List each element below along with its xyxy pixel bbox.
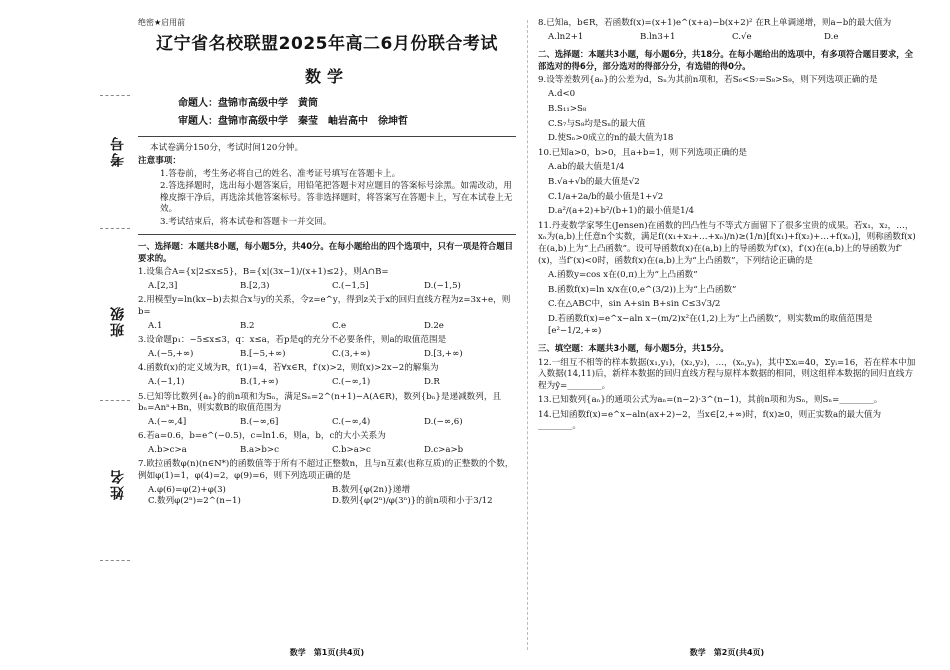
- question-10: [538, 148, 916, 218]
- question-3: [138, 335, 516, 360]
- option-a: A.b>c>a: [148, 444, 187, 455]
- option-b: B.2: [240, 320, 255, 331]
- option-c: C.1/a+2a/b的最小值是1+√2: [548, 191, 664, 202]
- question-5: [138, 392, 516, 429]
- option-d: D.(−∞,6): [424, 416, 463, 427]
- left-page: [138, 18, 516, 511]
- option-b: B.S₁₁>S₈: [548, 104, 587, 115]
- question-7: [138, 459, 516, 507]
- option-c: C.(−1,5]: [332, 280, 369, 291]
- exam-intro: 本试卷满分150分，考试时间120分钟。: [150, 143, 304, 154]
- option-c: C.(3,+∞): [332, 348, 371, 359]
- option-d: D.a²/(a+2)+b²/(b+1)的最小值是1/4: [548, 206, 694, 217]
- question-6: [138, 431, 516, 456]
- option-b: B.ln3+1: [640, 31, 676, 42]
- options-row: [138, 321, 516, 333]
- option-d: D.若函数f(x)=e^x−aln x−(m/2)x²在(1,2)上为“上凸函数”，则实数m的取值范围是[e²−1/2,+∞): [548, 313, 873, 336]
- option-d: D.e: [824, 31, 839, 42]
- question-1: [138, 267, 516, 292]
- option-c: C.√e: [732, 31, 752, 42]
- option-c: C.(−∞,1): [332, 376, 371, 387]
- binding-divider: [100, 228, 130, 229]
- proposer-line: 命题人：盘锦市高级中学 黄筒: [178, 98, 318, 110]
- option-c: C.S₇与S₈均是Sₙ的最大值: [548, 118, 646, 129]
- question-8: [538, 18, 916, 43]
- option-c: C.b>a>c: [332, 444, 371, 455]
- option-d: D.使Sₙ>0成立的n的最大值为18: [548, 133, 674, 144]
- section-1-heading: 一、选择题：本题共8小题，每小题5分，共40分。在每小题给出的四个选项中，只有一项是符合题目要求的。: [138, 241, 514, 263]
- question-2: [138, 295, 516, 332]
- options-row: [138, 349, 516, 361]
- notice-rule: [138, 234, 516, 235]
- options-row: [538, 32, 916, 44]
- question-stem: 5.已知等比数列{aₙ}的前n项和为Sₙ，满足Sₙ=2^(n+1)−A(A∈R)，数列{bₙ}是递减数列，且bₙ=Anⁿ+Bn，则实数B的取值范围为: [138, 391, 502, 414]
- option-d: D.2e: [424, 320, 444, 331]
- option-a: A.ln2+1: [548, 31, 584, 42]
- options-row: [138, 445, 516, 457]
- question-9: [538, 75, 916, 145]
- option-c: C.(−∞,4): [332, 416, 371, 427]
- option-c: C.e: [332, 320, 347, 331]
- class-label: 班级: [110, 305, 126, 337]
- notice-item: 3.考试结束后，将本试卷和答题卡一并交回。: [160, 216, 332, 227]
- option-a: A.(−1,1): [148, 376, 185, 387]
- question-stem: 10.已知a>0，b>0，且a+b=1，则下列选项正确的是: [538, 147, 748, 158]
- options-row: [138, 377, 516, 389]
- notice-item: 2.答选择题时，选出每小题答案后，用铅笔把答题卡对应题目的答案标号涂黑。如需改动，用橡皮擦干净后，再选涂其他答案标号。答非选择题时，将答案写在答题卡上，写在本试卷上无效。: [160, 181, 513, 215]
- question-4: [138, 363, 516, 388]
- option-a: A.(−∞,4]: [148, 416, 187, 427]
- question-stem: 9.设等差数列{aₙ}的公差为d，Sₙ为其前n项和，若S₆<S₇=S₈>S₉，则下列选项正确的是: [538, 74, 878, 85]
- question-stem: 6.若a=0.6，b=e^(−0.5)，c=ln1.6，则a，b，c的大小关系为: [138, 431, 386, 442]
- options-row: [138, 281, 516, 293]
- option-d: D.c>a>b: [424, 444, 464, 455]
- notice-item: 1.答卷前，考生务必将自己的姓名、准考证号填写在答题卡上。: [160, 168, 401, 179]
- option-a: A.φ(6)=φ(2)+φ(3): [148, 484, 226, 495]
- binding-divider: [100, 95, 130, 96]
- option-a: A.1: [148, 320, 163, 331]
- option-a: A.ab的最大值是1/4: [548, 162, 625, 173]
- option-a: A.d<0: [548, 89, 576, 100]
- header-rule: [138, 136, 516, 137]
- exam-title: 辽宁省名校联盟2025年高二6月份联合考试: [156, 33, 498, 54]
- section-3-heading: 三、填空题：本题共3小题，每小题5分，共15分。: [538, 343, 729, 354]
- option-d: D.数列{φ(2ⁿ)/φ(3ⁿ)}的前n项和小于3/12: [332, 496, 493, 507]
- question-12: 12.一组互不相等的样本数据(x₁,y₁)，(x₂,y₂)，…，(xₙ,yₙ)，其中Σxᵢ=40，Σyᵢ=16，若在样本中加入数据(14,11)后，新样本数据的回归直线方程与原样本数据的相同，则这组样本数据的回归直线方程为ŷ=________。: [538, 357, 916, 391]
- question-stem: 1.设集合A={x|2≤x≤5}，B={x|(3x−1)/(x+1)≤2}，则A∩B=: [138, 267, 389, 278]
- options-row: [138, 485, 516, 508]
- right-page: [538, 18, 916, 433]
- page-divider: [527, 20, 528, 650]
- binding-divider: [100, 560, 130, 561]
- subject-title: 数学: [304, 66, 349, 86]
- option-a: A.函数y=cos x在(0,π)上为“上凸函数”: [548, 270, 698, 281]
- option-d: D.[3,+∞): [424, 348, 463, 359]
- option-c: C.在△ABC中，sin A+sin B+sin C≤3√3/2: [548, 299, 721, 310]
- question-stem: 2.用模型y=ln(kx−b)去拟合x与y的关系，令z=e^y，得到z关于x的回归直线方程为z=3x+e，则b=: [138, 295, 511, 317]
- binding-strip: [0, 0, 130, 670]
- name-label: 姓名: [110, 468, 126, 500]
- secret-mark: 绝密★启用前: [138, 18, 186, 27]
- question-stem: 3.设命题p₁：−5≤x≤3，q：x≤a，若p是q的充分不必要条件，则a的取值范围是: [138, 335, 447, 346]
- question-stem: 8.已知a，b∈R，若函数f(x)=(x+1)e^(x+a)−b(x+2)² 在R上单调递增，则a−b的最大值为: [538, 18, 892, 28]
- question-stem: 11.丹麦数学家琴生(Jensen)在函数的凹凸性与不等式方面留下了很多宝贵的成果。若x₁，x₂，…，xₙ为(a,b)上任意n个实数，满足f((x₁+x₂+…+xₙ)/n)≥(1/n)[f(x₁)+f(x₂)+…+f(xₙ)]，则称函数f(x)在(a,b)上为“上凸函数”。设可导函数f(x)在(a,b)上的导函数为f′(x)，f′(x)在(a,b)上的导函数为f″(x)，当f″(x)<0时，函数f(x)在(a,b)上为“上凸函数”，下列结论正确的是: [538, 220, 916, 266]
- question-13: 13.已知数列{aₙ}的通项公式为aₙ=(n−2)·3^(n−1)，其前n项和为Sₙ，则Sₙ=________。: [538, 395, 883, 406]
- binding-divider: [100, 400, 130, 401]
- option-a: A.(−5,+∞): [148, 348, 194, 359]
- option-b: B.a>b>c: [240, 444, 279, 455]
- option-b: B.(−∞,6]: [240, 416, 279, 427]
- question-stem: 7.欧拉函数φ(n)(n∈N*)的函数值等于所有不超过正整数n，且与n互素(也称互质)的正整数的个数，例如φ(1)=1，φ(4)=2，φ(9)=6，则下列选项正确的是: [138, 459, 514, 482]
- option-b: B.√a+√b的最大值是√2: [548, 177, 640, 188]
- question-stem: 4.函数f(x)的定义域为R，f(1)=4，若∀x∈R，f′(x)>2，则f(x)>2x−2的解集为: [138, 363, 439, 374]
- question-11: [538, 221, 916, 337]
- options-row: [138, 417, 516, 429]
- option-c: C.数列φ(2ⁿ)=2^(n−1): [148, 496, 241, 507]
- reviewer-line: 审题人：盘锦市高级中学 秦莹 岫岩高中 徐坤哲: [178, 115, 408, 127]
- page-1-footer: 数学 第1页(共4页): [289, 648, 365, 657]
- exam-number-label: 考号: [110, 135, 126, 167]
- option-b: B.[2,3): [240, 280, 270, 291]
- option-a: A.[2,3]: [148, 280, 178, 291]
- section-2-heading: 二、选择题：本题共3小题，每小题6分，共18分。在每小题给出的选项中，有多项符合题目要求，全部选对的得6分，部分选对的得部分分，有选错的得0分。: [538, 49, 914, 71]
- question-14: 14.已知函数f(x)=e^x−aln(ax+2)−2，当x∈[2,+∞)时，f(x)≥0，则正实数a的最大值为________。: [538, 409, 882, 432]
- option-b: B.数列{φ(2n)}递增: [332, 484, 411, 495]
- option-b: B.[−5,+∞): [240, 348, 286, 359]
- option-d: D.(−1,5): [424, 280, 461, 291]
- option-b: B.(1,+∞): [240, 376, 279, 387]
- page-2-footer: 数学 第2页(共4页): [689, 648, 765, 657]
- notice-heading: 注意事项：: [138, 155, 181, 166]
- option-b: B.函数f(x)=ln x/x在(0,e^(3/2))上为“上凸函数”: [548, 284, 737, 295]
- option-d: D.R: [424, 376, 440, 387]
